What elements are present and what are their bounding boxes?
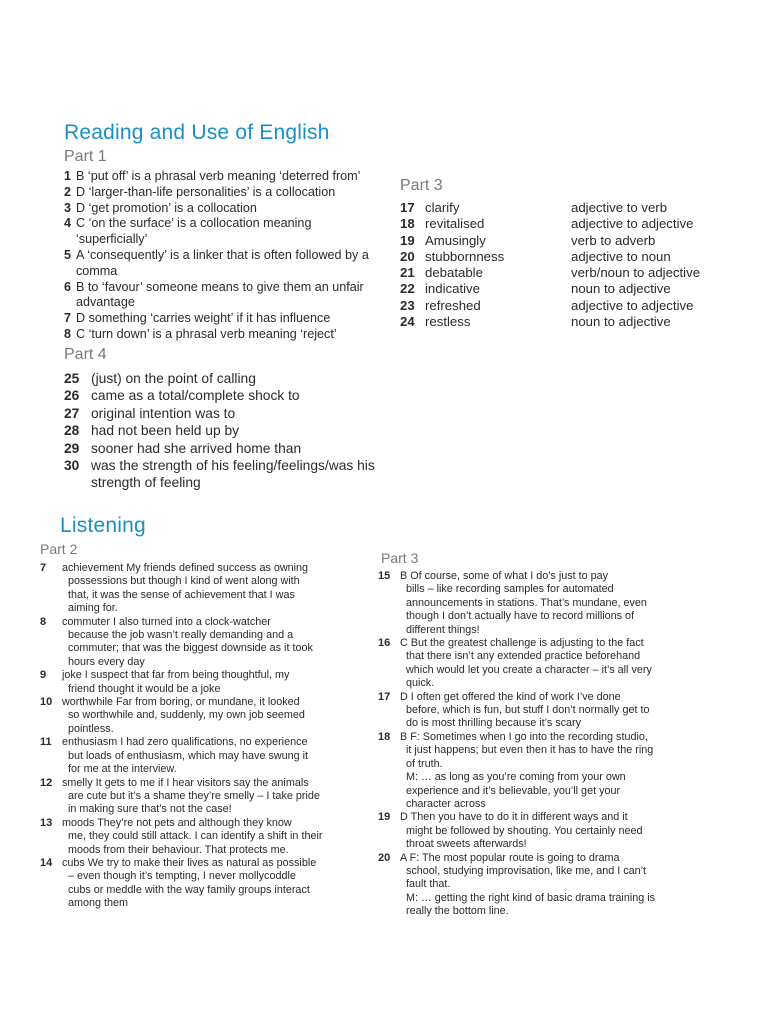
- item-number: 25: [64, 371, 80, 386]
- answer-word: Amusingly: [425, 232, 486, 248]
- item-number: 9: [40, 669, 47, 682]
- answer-text-line: moods They’re not pets and although they know: [62, 816, 292, 829]
- item-number: 6: [64, 279, 72, 294]
- answer-text-line: friend thought it would be a joke: [68, 682, 221, 695]
- item-number: 4: [64, 216, 72, 231]
- answer-text-line: worthwhile Far from boring, or mundane, it looked: [62, 696, 300, 709]
- part4-answer: [64, 405, 424, 422]
- listening-part3-answer: [378, 731, 723, 811]
- listening-section-title: Listening: [60, 514, 146, 537]
- answer-text-line: B ‘put off’ is a phrasal verb meaning ‘deterred from’: [76, 169, 361, 183]
- part1-answer: [64, 169, 394, 185]
- item-number: 23: [400, 297, 415, 313]
- listening-part2-answer: [40, 562, 375, 616]
- word-formation-type: verb/noun to adjective: [571, 265, 701, 281]
- answer-text-line: among them: [68, 897, 129, 910]
- answer-text-line: that there isn’t any extended practice beforehand: [406, 650, 641, 663]
- answer-text-line: B F: Sometimes when I go into the recording studio,: [400, 730, 648, 743]
- part1-answer: [64, 201, 394, 217]
- part4-answer: [64, 422, 424, 439]
- answer-text-line: came as a total/complete shock to: [91, 388, 300, 404]
- answer-text-line: announcements in stations. That’s mundane, even: [406, 596, 647, 609]
- answer-text-line: hours every day: [68, 655, 145, 668]
- answer-text-line: D ‘get promotion’ is a collocation: [76, 200, 257, 215]
- reading-part3-table: [400, 200, 740, 330]
- answer-text-line: bills – like recording samples for automated: [406, 583, 614, 596]
- item-number: 13: [40, 816, 53, 829]
- part4-answer: [64, 370, 424, 387]
- part1-answer: [64, 216, 394, 248]
- reading-part1-list: [64, 169, 394, 343]
- listening-part2-answer: [40, 857, 375, 911]
- listening-part3-answer: [378, 691, 723, 731]
- answer-text-line: really the bottom line.: [406, 905, 509, 918]
- word-formation-type: noun to adjective: [571, 314, 671, 330]
- listening-part3-answer: [378, 637, 723, 691]
- part1-answer: [64, 185, 394, 201]
- answer-text-line: M: … getting the right kind of basic drama training is: [406, 891, 656, 904]
- answer-word: clarify: [425, 200, 460, 215]
- answer-text-line: A ‘consequently’ is a linker that is often followed by a: [76, 247, 369, 262]
- word-formation-type: adjective to adjective: [571, 297, 694, 313]
- part3-answer-row: [400, 233, 740, 249]
- answer-text-line: might be followed by shouting. You certainly need: [406, 824, 643, 837]
- answer-text-line: cubs We try to make their lives as natural as possible: [62, 856, 317, 869]
- part1-answer: [64, 311, 394, 327]
- item-number: 17: [378, 690, 391, 703]
- listening-part2-list: [40, 562, 375, 911]
- answer-text-line: because the job wasn’t really demanding and a: [68, 629, 294, 642]
- item-number: 15: [378, 570, 391, 582]
- answer-text-line: – even though it’s tempting, I never mollycoddle: [68, 870, 296, 883]
- word-formation-type: verb to adverb: [571, 232, 656, 248]
- answer-text-line: do is most thrilling because it’s scary: [406, 717, 582, 730]
- answer-text-line: original intention was to: [91, 405, 236, 421]
- item-number: 7: [40, 562, 47, 574]
- part1-answer: [64, 327, 394, 343]
- listening-part2-answer: [40, 616, 375, 670]
- answer-word: restless: [425, 314, 471, 330]
- listening-part2-heading: Part 2: [40, 541, 78, 557]
- item-number: 16: [378, 637, 391, 650]
- part3-answer-row: [400, 265, 740, 281]
- word-formation-type: adjective to adjective: [571, 216, 694, 232]
- item-number: 20: [400, 248, 415, 264]
- answer-text-line: in making sure that’s not the case!: [68, 803, 232, 816]
- listening-part3-list: [378, 570, 723, 919]
- item-number: 10: [40, 696, 53, 709]
- answer-text-line: (just) on the point of calling: [91, 371, 256, 386]
- answer-text-line: D ‘larger-than-life personalities’ is a collocation: [76, 184, 336, 199]
- item-number: 24: [400, 314, 415, 330]
- part3-answer-row: [400, 249, 740, 265]
- item-number: 1: [64, 169, 72, 183]
- item-number: 22: [400, 281, 415, 297]
- answer-text-line: for me at the interview.: [68, 763, 177, 776]
- answer-text-line: achievement My friends defined success as owning: [62, 562, 309, 574]
- item-number: 5: [64, 247, 72, 262]
- answer-text-line: quick.: [406, 677, 435, 690]
- listening-part3-heading: Part 3: [381, 550, 419, 566]
- answer-text-line: it just happens; but even then it has to have the ring: [406, 744, 654, 757]
- item-number: 2: [64, 184, 72, 199]
- item-number: 30: [64, 458, 80, 474]
- answer-text-line: ‘superficially’: [76, 232, 148, 247]
- item-number: 8: [40, 615, 47, 628]
- answer-word: debatable: [425, 265, 483, 281]
- reading-part1-heading: Part 1: [64, 148, 107, 165]
- answer-text-line: B Of course, some of what I do’s just to pay: [400, 570, 609, 582]
- item-number: 26: [64, 388, 80, 404]
- answer-text-line: throat sweets afterwards!: [406, 838, 527, 851]
- answer-text-line: M: … as long as you’re coming from your own: [406, 771, 626, 784]
- answer-text-line: B to ‘favour’ someone means to give them an unfair: [76, 279, 364, 294]
- reading-part4-list: [64, 370, 424, 492]
- reading-part3-heading: Part 3: [400, 177, 443, 194]
- item-number: 19: [378, 811, 391, 824]
- word-formation-type: adjective to noun: [571, 248, 671, 264]
- item-number: 17: [400, 200, 415, 215]
- listening-part2-answer: [40, 777, 375, 817]
- answer-text-line: pointless.: [68, 722, 114, 735]
- answer-text-line: enthusiasm I had zero qualifications, no experience: [62, 736, 308, 749]
- part1-answer: [64, 280, 394, 312]
- part3-answer-row: [400, 216, 740, 232]
- listening-part2-answer: [40, 669, 375, 696]
- reading-part4-heading: Part 4: [64, 346, 107, 363]
- item-number: 12: [40, 776, 53, 789]
- answer-text-line: comma: [76, 263, 118, 278]
- answer-text-line: before, which is fun, but stuff I don’t normally get to: [406, 704, 650, 717]
- answer-text-line: of truth.: [406, 757, 443, 770]
- item-number: 14: [40, 856, 53, 869]
- item-number: 8: [64, 326, 72, 341]
- answer-text-line: so worthwhile and, suddenly, my own job seemed: [68, 709, 305, 722]
- word-formation-type: noun to adjective: [571, 281, 671, 297]
- answer-word: indicative: [425, 281, 480, 297]
- word-formation-type: adjective to verb: [571, 200, 668, 215]
- answer-text-line: commuter I also turned into a clock-watcher: [62, 615, 271, 628]
- item-number: 18: [378, 730, 391, 743]
- answer-text-line: commuter; that was the biggest downside as it took: [68, 642, 313, 655]
- answer-text-line: D I often get offered the kind of work I’ve done: [400, 690, 621, 703]
- answer-word: stubbornness: [425, 248, 505, 264]
- listening-part3-answer: [378, 811, 723, 851]
- listening-part2-answer: [40, 736, 375, 776]
- answer-text-line: D something ‘carries weight’ if it has influence: [76, 311, 331, 326]
- answer-word: refreshed: [425, 297, 481, 313]
- answer-text-line: which would let you create a character – it’s all very: [406, 663, 652, 676]
- answer-text-line: though I don’t actually have to record millions of: [406, 610, 635, 623]
- answer-text-line: was the strength of his feeling/feelings/was his: [91, 458, 375, 474]
- answer-text-line: moods from their behaviour. That protects me.: [68, 843, 289, 856]
- item-number: 19: [400, 232, 415, 248]
- answer-text-line: D Then you have to do it in different ways and it: [400, 811, 628, 824]
- answer-text-line: A F: The most popular route is going to drama: [400, 851, 620, 864]
- answer-text-line: me, they could still attack. I can identify a shift in their: [68, 830, 323, 843]
- answer-text-line: C ‘turn down’ is a phrasal verb meaning ‘reject’: [76, 326, 337, 341]
- part1-answer: [64, 248, 394, 280]
- part3-answer-row: [400, 314, 740, 330]
- listening-part3-answer: [378, 852, 723, 919]
- item-number: 27: [64, 405, 80, 421]
- part3-answer-row: [400, 281, 740, 297]
- item-number: 29: [64, 440, 80, 456]
- answer-word: revitalised: [425, 216, 485, 232]
- part4-answer: [64, 457, 424, 492]
- answer-text-line: experience and it’s believable, you’ll get your: [406, 784, 621, 797]
- part4-answer: [64, 387, 424, 404]
- answer-text-line: school, studying improvisation, like me, and I can’t: [406, 864, 647, 877]
- item-number: 11: [40, 736, 52, 749]
- answer-text-line: fault that.: [406, 878, 451, 891]
- listening-part2-answer: [40, 817, 375, 857]
- answer-text-line: are cute but it’s a shame they’re smelly – I take pride: [68, 789, 320, 802]
- answer-text-line: cubs or meddle with the way family groups interact: [68, 883, 310, 896]
- part4-answer: [64, 440, 424, 457]
- answer-text-line: different things!: [406, 623, 480, 636]
- answer-text-line: strength of feeling: [91, 475, 201, 491]
- item-number: 20: [378, 851, 391, 864]
- part3-answer-row: [400, 200, 740, 216]
- answer-text-line: had not been held up by: [91, 423, 240, 439]
- answer-text-line: C ‘on the surface’ is a collocation meaning: [76, 216, 312, 231]
- part3-answer-row: [400, 298, 740, 314]
- answer-text-line: smelly It gets to me if I hear visitors say the animals: [62, 776, 309, 789]
- item-number: 3: [64, 200, 72, 215]
- item-number: 28: [64, 423, 80, 439]
- item-number: 7: [64, 311, 72, 326]
- answer-text-line: character across: [406, 797, 486, 810]
- listening-part2-answer: [40, 696, 375, 736]
- answer-text-line: possessions but though I kind of went along with: [68, 575, 300, 588]
- answer-text-line: but loads of enthusiasm, which may have swung it: [68, 749, 309, 762]
- answer-text-line: advantage: [76, 295, 135, 310]
- answer-text-line: that, it was the sense of achievement that I was: [68, 588, 295, 601]
- answer-text-line: joke I suspect that far from being thoughtful, my: [62, 669, 290, 682]
- answer-text-line: aiming for.: [68, 602, 118, 615]
- reading-section-title: Reading and Use of English: [64, 121, 330, 144]
- answer-text-line: sooner had she arrived home than: [91, 440, 302, 456]
- answer-text-line: C But the greatest challenge is adjusting to the fact: [400, 637, 644, 650]
- item-number: 21: [400, 265, 415, 281]
- listening-part3-answer: [378, 570, 723, 637]
- item-number: 18: [400, 216, 415, 232]
